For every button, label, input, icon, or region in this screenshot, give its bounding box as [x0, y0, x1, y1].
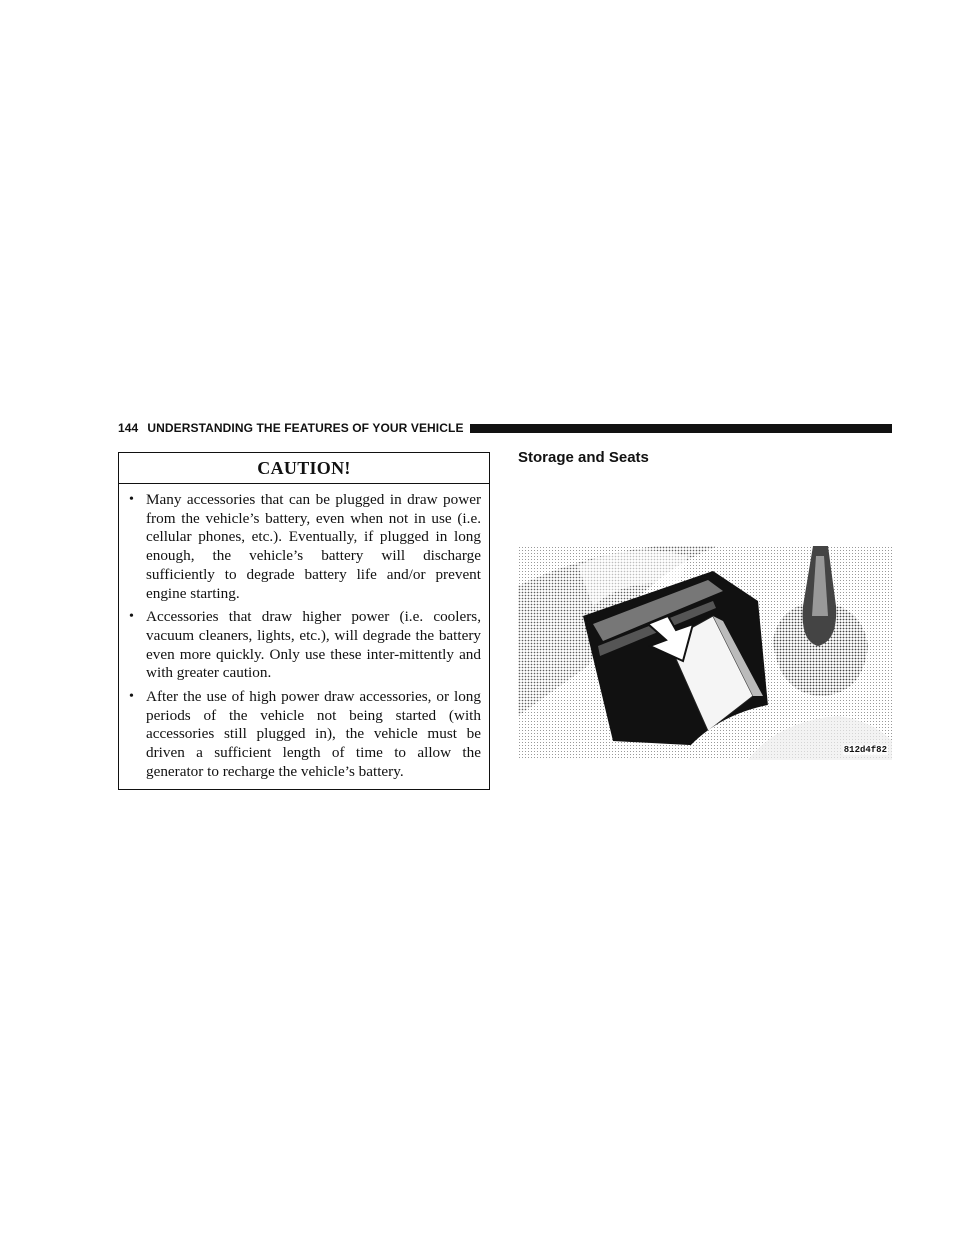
caution-list [119, 484, 489, 782]
console-storage-photo [518, 546, 892, 760]
caution-box [118, 452, 490, 790]
caution-title: CAUTION! [119, 453, 489, 484]
page-number: 144 [118, 421, 139, 435]
figure-code: 812d4f82 [843, 745, 887, 755]
bullet-icon: • [129, 689, 134, 705]
caution-item-text: After the use of high power draw accessories, or long periods of the vehicle not being started (with accessories still plugged in), the vehicle must be driven a sufficient length of time to allow the generator to recharge the vehicle’s battery. [146, 688, 481, 780]
header-text [118, 421, 464, 435]
caution-item [128, 491, 481, 603]
caution-item-text: Many accessories that can be plugged in draw power from the vehicle’s battery, even when not in use (i.e. cellular phones, etc.). Eventually, if plugged in long enough, the vehicle’s battery will discharge sufficiently to degrade battery life and/or prevent engine starting. [146, 491, 481, 602]
page-header [118, 419, 892, 437]
storage-heading: Storage and Seats [518, 449, 649, 466]
caution-item-text: Accessories that draw higher power (i.e. coolers, vacuum cleaners, lights, etc.), will degrade the battery even more quickly. Only use these inter-mittently and with greater caution. [146, 608, 481, 682]
caution-item [128, 688, 481, 782]
console-illustration [518, 546, 892, 760]
header-rule [470, 424, 892, 433]
caution-item [128, 608, 481, 683]
running-section-title: UNDERSTANDING THE FEATURES OF YOUR VEHICLE [147, 421, 464, 435]
bullet-icon: • [129, 492, 134, 507]
bullet-icon: • [129, 609, 134, 625]
